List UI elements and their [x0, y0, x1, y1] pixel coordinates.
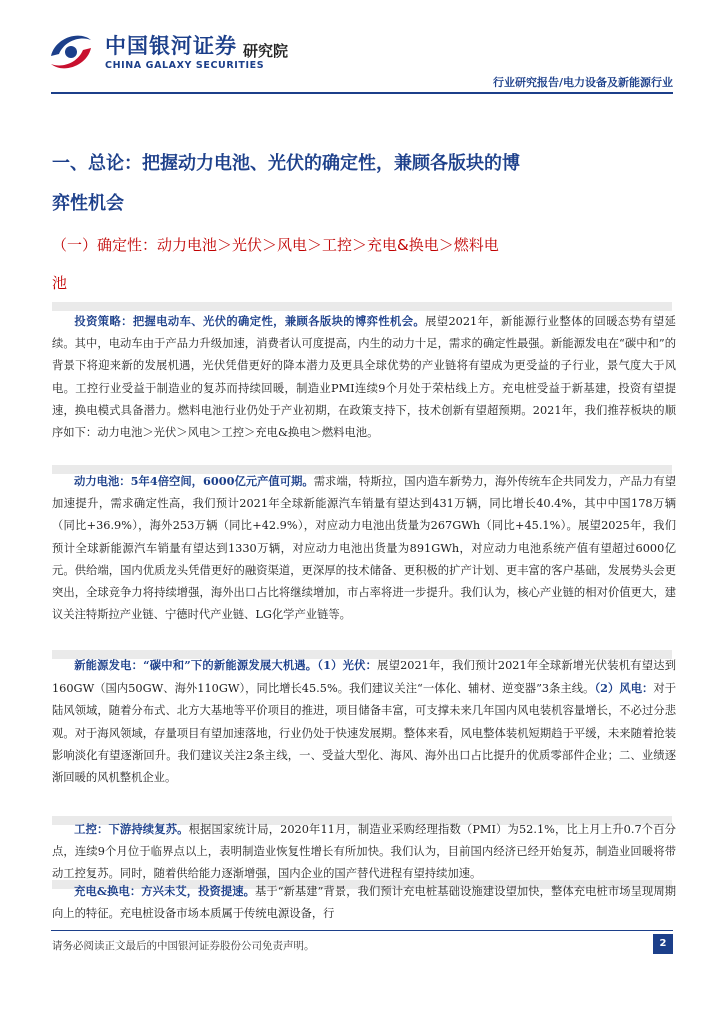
- paragraph-lead: 投资策略：把握电动车、光伏的确定性，兼顾各版块的博弈性机会。: [74, 314, 426, 328]
- company-logo: [45, 26, 315, 78]
- paragraph-power-battery: [52, 470, 676, 626]
- paragraph-body: 根据国家统计局，2020年11月，制造业采购经理指数（PMI）为52.1%，比上月上升0.7个百分点，连续9个月位于临界点以上，表明制造业恢复性增长有所加快。我们认为，目前国内经济已经开始复苏，制造业回暖将带动工控复苏。同时，随着供给能力逐渐增强，国内企业的国产替代进程有望持续加速。: [52, 823, 676, 881]
- paragraph-emphasis: （2）风电：: [594, 681, 654, 696]
- logo-chinese-name: 中国银河证券: [105, 34, 237, 58]
- paragraph-new-energy-generation: [52, 654, 676, 789]
- subsection-title-line1: （一）确定性：动力电池＞光伏＞风电＞工控＞充电&换电＞燃料电: [52, 236, 499, 254]
- paragraph-charging-swapping: [52, 880, 676, 924]
- paragraph-body: 展望2021年，我们预计2021年全球新增光伏装机有望达到160GW（国内50GW、海外110GW），同比增长45.5%。我们建议关注“一体化、辅材、逆变器”3条主线。: [52, 659, 676, 696]
- header-divider: [51, 92, 673, 94]
- footer-divider: [51, 930, 673, 931]
- report-category: 行业研究报告/电力设备及新能源行业: [492, 76, 673, 89]
- section-title-line2: 弈性机会: [52, 193, 124, 214]
- section-title-line1: 一、总论：把握动力电池、光伏的确定性，兼顾各版块的博: [52, 153, 520, 174]
- subsection-title-line2: 池: [52, 274, 68, 292]
- paragraph-industrial-control: [52, 818, 676, 886]
- footer-disclaimer: 请务必阅读正文最后的中国银河证券股份公司免责声明。: [52, 940, 315, 952]
- paragraph-body: 需求端，特斯拉，国内造车新势力，海外传统车企共同发力，产品力有望加速提升，需求确定性高，我们预计2021年全球新能源汽车销量有望达到431万辆，同比增长40.4%，其中中国178万辆（同比+36.9%），海外253万辆（同比+42.9%），对应动力电池出货量为267GWh（同比+45.1%）。展望2025年，我们预计全球新能源汽车销量有望达到1330万辆，对应动力电池出货量为891GWh，对应动力电池系统产值有望超过6000亿元。供给端，国内优质龙头凭借更好的融资渠道，更深厚的技术储备、更积极的扩产计划、更丰富的客户基础，发展势头会更突出，全球竞争力将持续增强，海外出口占比将继续增加，市占率将进一步提升。我们认为，核心产业链的相对价值更大，建议关注特斯拉产业链、宁德时代产业链、LG化学产业链等。: [52, 475, 676, 622]
- galaxy-logo-icon: [45, 26, 97, 78]
- paragraph-lead: 动力电池：5年4倍空间，6000亿元产值可期。: [74, 474, 314, 488]
- paragraph-body: 基于“新基建”背景，我们预计充电桩基础设施建设望加快，整体充电桩市场呈现周期向上的特征。充电桩设备市场本质属于传统电源设备，行: [52, 885, 676, 921]
- logo-institute-label: 研究院: [243, 42, 289, 60]
- page-header: [0, 0, 724, 100]
- logo-english-name: CHINA GALAXY SECURITIES: [105, 60, 265, 71]
- paragraph-investment-strategy: [52, 310, 676, 444]
- paragraph-body: 展望2021年，新能源行业整体的回暖态势有望延续。其中，电动车由于产品力升级加速，消费者认可度提高，内生的动力十足，需求的确定性最强。新能源发电在“碳中和”的背景下将迎来新的发展机遇，光伏凭借更好的降本潜力及更具全球优势的产业链将有望成为更受益的子行业，景气度大于风电。工控行业受益于制造业的复苏而持续回暖，制造业PMI连续9个月处于荣枯线上方。充电桩受益于新基建，投资有望提速，换电模式具备潜力。燃料电池行业仍处于产业初期，在政策支持下，技术创新有望超预期。2021年，我们推荐板块的顺序如下：动力电池＞光伏＞风电＞工控＞充电&换电＞燃料电池。: [52, 315, 676, 440]
- paragraph-lead: 充电&换电：方兴未艾，投资提速。: [74, 884, 255, 898]
- paragraph-body: 对于陆风领域，随着分布式、北方大基地等平价项目的推进，项目储备丰富，可支撑未来几年国内风电装机容量增长，不必过分悲观。对于海风领域，存量项目有望加速落地，行业仍处于快速发展期。整体来看，风电整体装机短期趋于平缓，未来随着抢装影响淡化有望逐渐回升。我们建议关注2条主线，一、受益大型化、海风、海外出口占比提升的优质零部件企业；二、业绩逐渐回暖的风机整机企业。: [52, 682, 677, 785]
- paragraph-lead: 新能源发电：“碳中和”下的新能源发展大机遇。（1）光伏：: [74, 658, 378, 672]
- paragraph-lead: 工控：下游持续复苏。: [74, 822, 189, 836]
- page-number: 2: [653, 934, 673, 954]
